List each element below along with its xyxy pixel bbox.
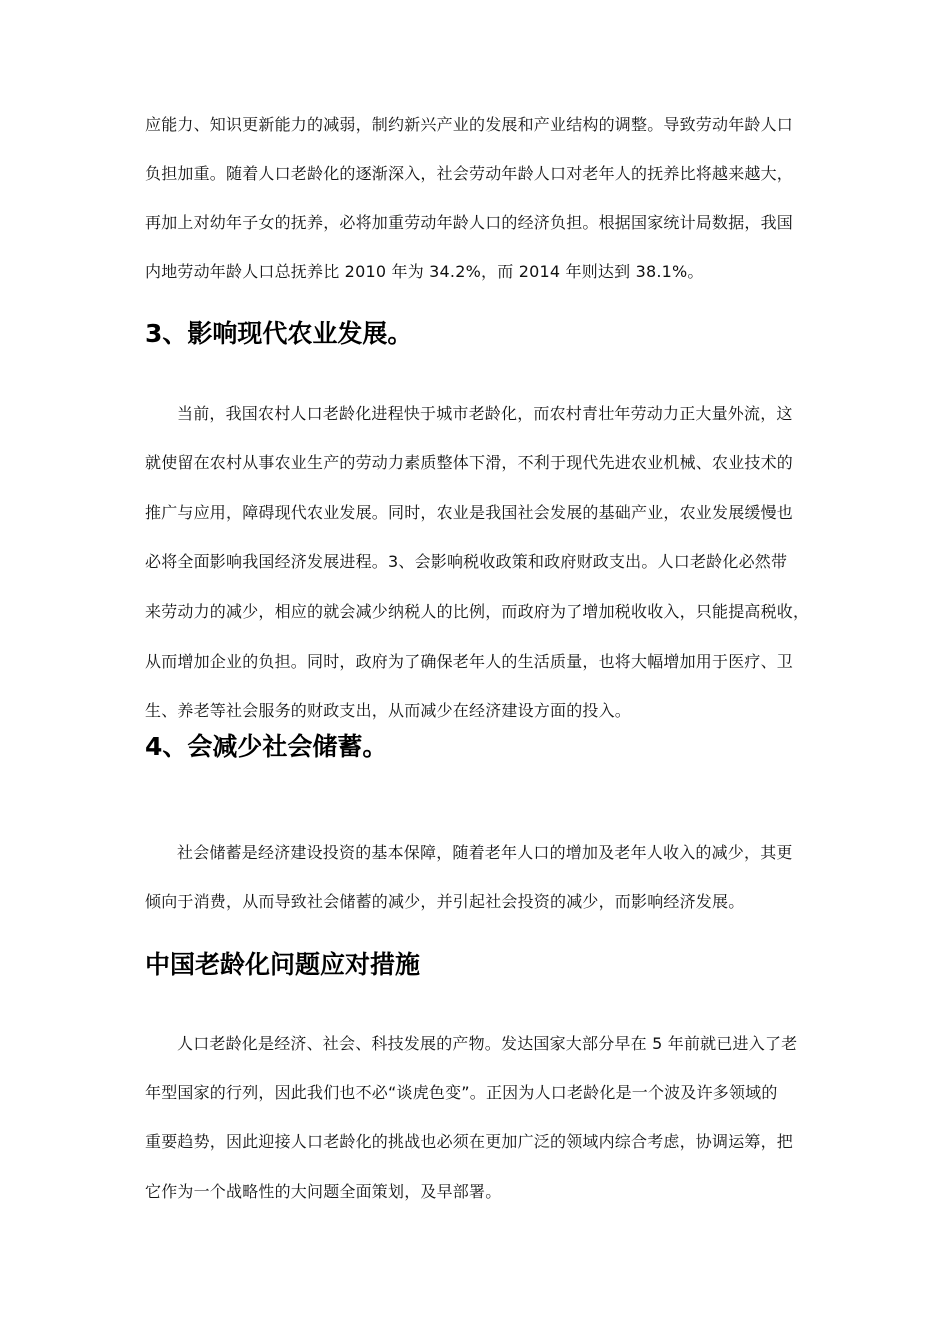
paragraph-4-line-1: 人口老龄化是经济、社会、科技发展的产物。发达国家大部分早在 5 年前就已进入了老 xyxy=(177,1034,798,1053)
paragraph-2-line-5: 来劳动力的减少，相应的就会减少纳税人的比例，而政府为了增加税收收入，只能提高税收， xyxy=(145,602,810,621)
paragraph-2-line-1: 当前，我国农村人口老龄化进程快于城市老龄化，而农村青壮年劳动力正大量外流，这 xyxy=(177,404,793,423)
paragraph-1-line-1: 应能力、知识更新能力的减弱，制约新兴产业的发展和产业结构的调整。导致劳动年龄人口 xyxy=(145,115,794,134)
section-heading-4: 4、会减少社会储蓄。 xyxy=(145,732,388,761)
paragraph-4-line-3: 重要趋势，因此迎接人口老龄化的挑战也必须在更加广泛的领域内综合考虑，协调运筹，把 xyxy=(145,1132,794,1151)
paragraph-2-line-4: 必将全面影响我国经济发展进程。3、会影响税收政策和政府财政支出。人口老龄化必然带 xyxy=(145,552,788,571)
paragraph-1-line-3: 再加上对幼年子女的抚养，必将加重劳动年龄人口的经济负担。根据国家统计局数据，我国 xyxy=(145,213,794,232)
paragraph-3-line-1: 社会储蓄是经济建设投资的基本保障，随着老年人口的增加及老年人收入的减少，其更 xyxy=(177,843,793,862)
paragraph-1-line-4: 内地劳动年龄人口总抚养比 2010 年为 34.2%，而 2014 年则达到 38.1%。 xyxy=(145,262,704,281)
paragraph-2-line-2: 就使留在农村从事农业生产的劳动力素质整体下滑，不利于现代先进农业机械、农业技术的 xyxy=(145,453,794,472)
paragraph-4-line-2: 年型国家的行列，因此我们也不必“谈虎色变”。正因为人口老龄化是一个波及许多领域的 xyxy=(145,1083,778,1102)
paragraph-1-line-2: 负担加重。随着人口老龄化的逐渐深入，社会劳动年龄人口对老年人的抚养比将越来越大， xyxy=(145,164,794,183)
paragraph-2-line-6: 从而增加企业的负担。同时，政府为了确保老年人的生活质量，也将大幅增加用于医疗、卫 xyxy=(145,652,794,671)
paragraph-2-line-3: 推广与应用，障碍现代农业发展。同时，农业是我国社会发展的基础产业，农业发展缓慢也 xyxy=(145,503,794,522)
paragraph-2-line-7: 生、养老等社会服务的财政支出，从而减少在经济建设方面的投入。 xyxy=(145,701,632,720)
paragraph-4-line-4: 它作为一个战略性的大问题全面策划，及早部署。 xyxy=(145,1182,502,1201)
section-heading-measures: 中国老龄化问题应对措施 xyxy=(145,950,421,979)
paragraph-3-line-2: 倾向于消费，从而导致社会储蓄的减少，并引起社会投资的减少，而影响经济发展。 xyxy=(145,892,745,911)
section-heading-3: 3、影响现代农业发展。 xyxy=(145,319,413,348)
